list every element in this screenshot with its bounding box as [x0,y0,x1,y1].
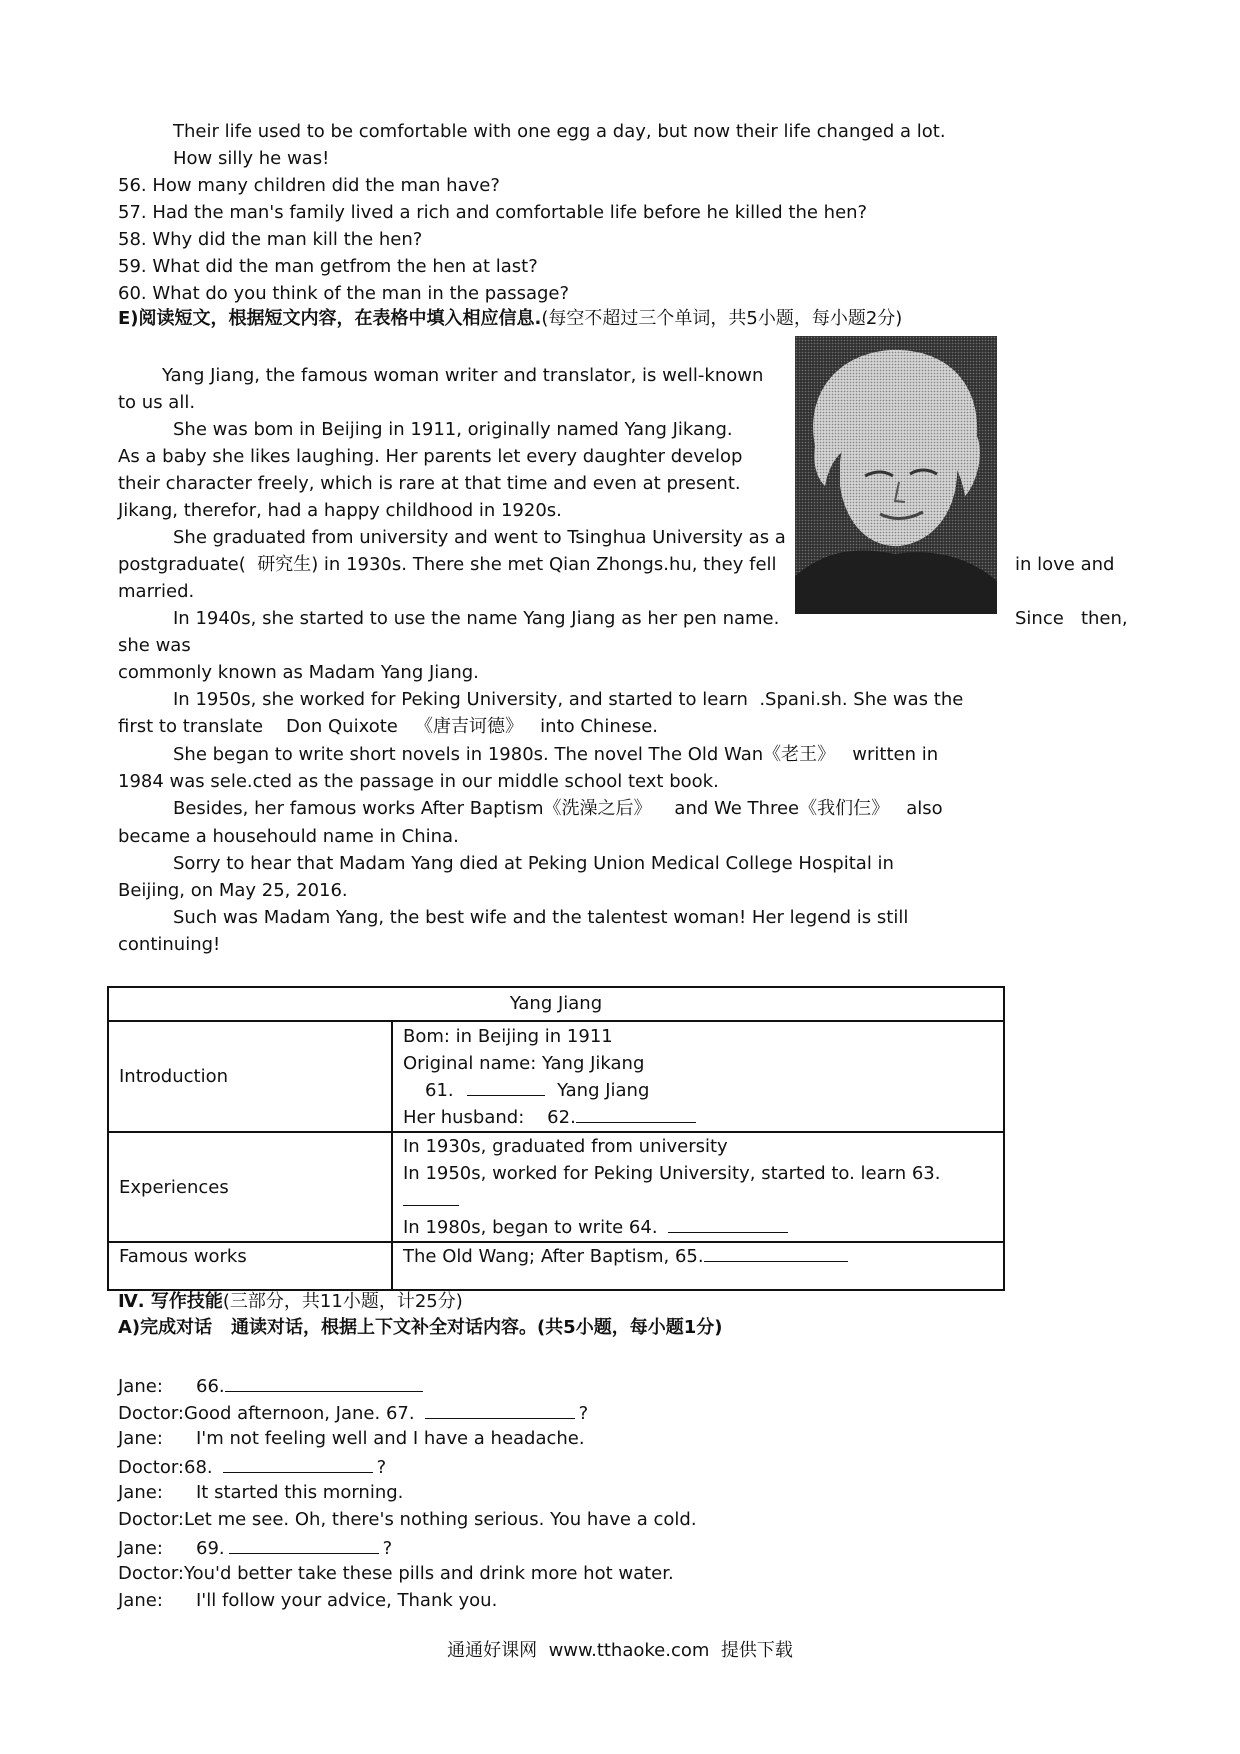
line-text: 69. [196,1538,225,1559]
dialogue-line [118,1481,403,1505]
dialogue-line [118,1562,674,1586]
line-text: 66. [196,1376,225,1397]
experiences-cell [392,1132,1004,1242]
question-mark: ? [382,1538,393,1559]
blank-65[interactable] [704,1243,848,1262]
line-text: It started this morning. [196,1482,404,1503]
intro-61 [403,1077,993,1104]
question-56: 56. How many children did the man have? [118,175,500,196]
passage-line: postgraduate( 研究生) in 1930s. There she met Qian Zhongs.hu, they fell [118,554,777,575]
speaker: Jane: [118,1538,163,1559]
blank-66[interactable] [225,1373,423,1392]
page-footer: 通通好课网 www.tthaoke.com 提供下载 [447,1640,793,1661]
blank-61[interactable] [467,1077,545,1096]
speaker: Doctor: [118,1509,184,1530]
speaker: Jane: [118,1482,163,1503]
experience-1980s-text: In 1980s, began to write 64. [403,1217,658,1238]
passage-line: became a househould name in China. [118,826,459,847]
passage-line: commonly known as Madam Yang Jiang. [118,662,479,683]
section-e-title: E)阅读短文，根据短文内容，在表格中填入相应信息. [118,308,542,329]
experience-1950s [403,1160,993,1214]
passage-line: their character freely, which is rare at that time and even at present. [118,473,741,494]
story-line: How silly he was! [173,148,330,169]
speaker: Doctor: [118,1563,184,1584]
passage-line: Such was Madam Yang, the best wife and the talentest woman! Her legend is still [173,907,909,928]
blank-61-number: 61. [425,1080,454,1101]
line-text: Let me see. Oh, there's nothing serious. You have a cold. [184,1509,697,1530]
question-60: 60. What do you think of the man in the passage? [118,283,570,304]
dialogue-line [118,1373,423,1399]
passage-line: She began to write short novels in 1980s. The novel The Old Wan《老王》 written in [173,744,939,765]
passage-line: Beijing, on May 25, 2016. [118,880,348,901]
table-title: Yang Jiang [108,987,1004,1021]
intro-husband [403,1104,993,1131]
blank-61-suffix: Yang Jiang [557,1080,650,1101]
passage-line: continuing! [118,934,221,955]
passage-line: She graduated from university and went to Tsinghua University as a [173,527,786,548]
speaker: Doctor: [118,1457,184,1478]
section-iv-note: (三部分，共11小题，计25分) [222,1291,463,1312]
passage-line: As a baby she likes laughing. Her parents let every daughter develop [118,446,743,467]
famous-works [403,1243,993,1270]
line-text: I'm not feeling well and I have a headache. [196,1428,585,1449]
passage-line: Sorry to hear that Madam Yang died at Peking Union Medical College Hospital in [173,853,894,874]
blank-68[interactable] [223,1454,373,1473]
intro-cell [392,1021,1004,1132]
dialogue-line [118,1535,392,1561]
husband-label: Her husband: 62. [403,1107,576,1128]
portrait-photo [795,336,997,614]
dialogue-line [118,1508,697,1532]
line-text: Good afternoon, Jane. 67. [184,1403,415,1424]
speaker: Doctor: [118,1403,184,1424]
speaker: Jane: [118,1590,163,1611]
section-e-heading [118,307,902,331]
passage-line: Yang Jiang, the famous woman writer and translator, is well-known [162,365,764,386]
passage-line: married. [118,581,195,602]
experiences-label: Experiences [108,1132,392,1242]
famous-works-text: The Old Wang; After Baptism, 65. [403,1246,704,1267]
passage-line: Jikang, therefor, had a happy childhood in 1920s. [118,500,562,521]
dialogue-line [118,1589,497,1613]
intro-original: Original name: Yang Jikang [403,1053,645,1074]
story-line: Their life used to be comfortable with one egg a day, but now their life changed a lot. [173,121,946,142]
question-57: 57. Had the man's family lived a rich and comfortable life before he killed the hen? [118,202,868,223]
blank-67[interactable] [425,1400,575,1419]
passage-line: she was [118,635,191,656]
passage-line: 1984 was sele.cted as the passage in our middle school text book. [118,771,719,792]
section-a-heading: A)完成对话 通读对话，根据上下文补全对话内容。(共5小题，每小题1分) [118,1317,723,1338]
passage-line: Besides, her famous works After Baptism《洗澡之后》 and We Three《我们仨》 also [173,798,943,819]
passage-line: In 1950s, she worked for Peking University, and started to learn .Spani.sh. She was the [173,689,964,710]
passage-line: in love and [1015,554,1115,575]
speaker: Jane: [118,1428,163,1449]
section-iv-heading [118,1290,463,1314]
experience-1930s: In 1930s, graduated from university [403,1136,728,1157]
blank-69[interactable] [229,1535,379,1554]
question-59: 59. What did the man getfrom the hen at last? [118,256,538,277]
section-e-note: (每空不超过三个单词，共5小题，每小题2分) [541,308,903,329]
experience-1950s-text: In 1950s, worked for Peking University, started to. learn 63. [403,1163,941,1184]
works-label: Famous works [108,1242,392,1290]
info-table [107,986,1005,1291]
experience-1980s [403,1214,993,1241]
blank-62[interactable] [576,1104,696,1123]
dialogue-line [118,1427,585,1451]
portrait-image [795,336,997,614]
speaker: Jane: [118,1376,163,1397]
blank-63[interactable] [403,1187,459,1206]
line-text: I'll follow your advice, Thank you. [196,1590,498,1611]
passage-line: She was bom in Beijing in 1911, originally named Yang Jikang. [173,419,733,440]
dialogue-line [118,1454,386,1480]
intro-born: Bom: in Beijing in 1911 [403,1026,613,1047]
works-cell [392,1242,1004,1290]
passage-line: In 1940s, she started to use the name Yang Jiang as her pen name. [173,608,780,629]
dialogue-line [118,1400,588,1426]
intro-label: Introduction [108,1021,392,1132]
question-mark: ? [578,1403,589,1424]
passage-line: first to translate Don Quixote 《唐吉诃德》 into Chinese. [118,716,658,737]
question-mark: ? [376,1457,387,1478]
question-58: 58. Why did the man kill the hen? [118,229,423,250]
blank-64[interactable] [668,1214,788,1233]
section-iv-title: Ⅳ. 写作技能 [118,1291,223,1312]
line-text: 68. [184,1457,213,1478]
line-text: You'd better take these pills and drink more hot water. [184,1563,674,1584]
passage-line: to us all. [118,392,196,413]
passage-line: Since then, [1015,608,1128,629]
